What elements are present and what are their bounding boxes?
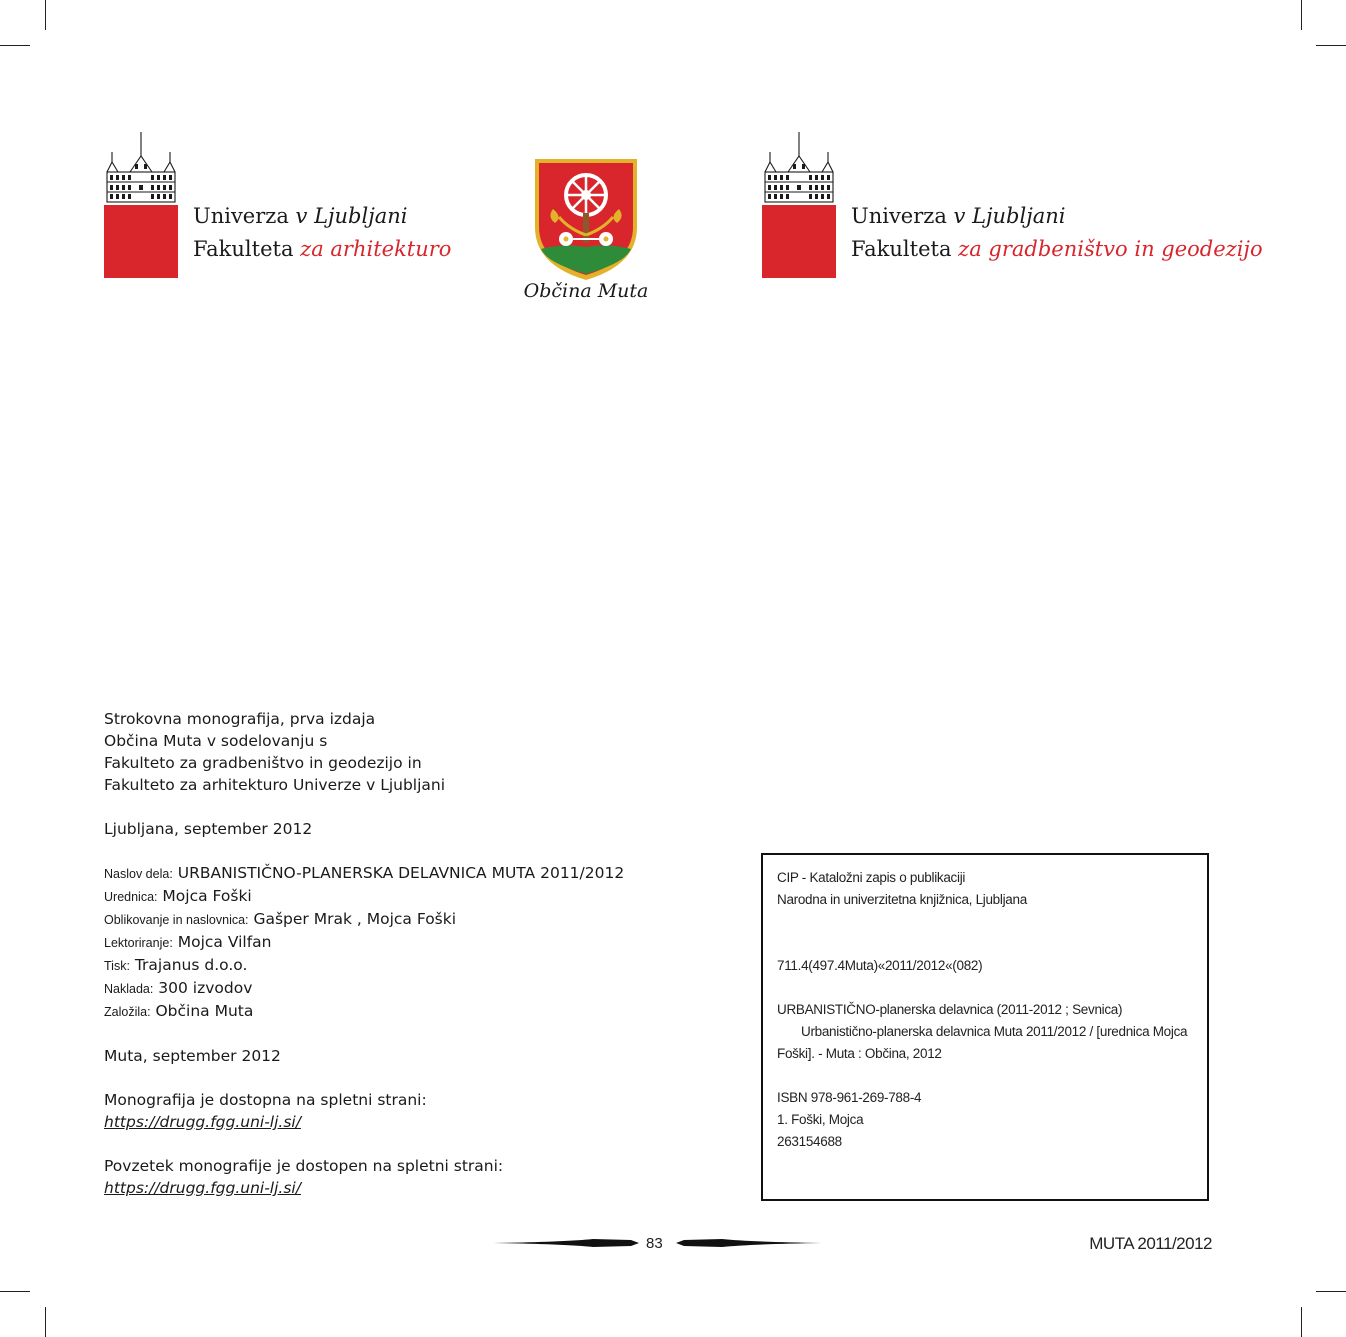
credit-value: Mojca Vilfan	[172, 933, 272, 951]
credit-value: Mojca Foški	[157, 887, 252, 905]
crop-mark	[1316, 45, 1346, 46]
credit-label: Lektoriranje:	[104, 936, 173, 950]
footer-ornament-right	[676, 1236, 822, 1250]
crop-mark	[0, 1291, 30, 1292]
crop-mark	[45, 0, 46, 30]
credit-label: Založila:	[104, 1005, 151, 1019]
credit-value: Občina Muta	[150, 1002, 254, 1020]
cip-line: 1. Foški, Mojca	[777, 1112, 864, 1127]
intro-line: Občina Muta v sodelovanju s	[104, 732, 328, 750]
crop-mark	[1316, 1291, 1346, 1292]
credit-value: URBANISTIČNO-PLANERSKA DELAVNICA MUTA 2011/2012	[172, 864, 625, 882]
crest-caption: Občina Muta	[523, 280, 649, 302]
university-city: v Ljubljani	[953, 204, 1066, 228]
intro-line: Strokovna monografija, prva izdaja	[104, 710, 376, 728]
credit-label: Tisk:	[104, 959, 130, 973]
university-word: Univerza	[193, 204, 296, 228]
cip-line: CIP - Kataložni zapis o publikaciji	[777, 870, 966, 885]
crop-mark	[1301, 0, 1302, 30]
cip-line: ISBN 978-961-269-788-4	[777, 1090, 922, 1105]
university-word: Univerza	[851, 204, 954, 228]
cip-line: Foški]. - Muta : Občina, 2012	[777, 1046, 942, 1061]
availability-text: Monografija je dostopna na spletni strani:	[104, 1091, 427, 1109]
credit-line	[104, 1000, 664, 1023]
credit-line	[104, 862, 664, 885]
credit-value: 300 izvodov	[153, 979, 253, 997]
credit-line	[104, 977, 664, 1000]
crop-mark	[0, 45, 30, 46]
cip-line: URBANISTIČNO-planerska delavnica (2011-2012 ; Sevnica)	[777, 1002, 1123, 1017]
credit-label: Oblikovanje in naslovnica:	[104, 913, 249, 927]
faculty-field: za gradbeništvo in geodezijo	[958, 237, 1263, 261]
cip-line: 263154688	[777, 1134, 842, 1149]
cip-line: Narodna in univerzitetna knjižnica, Ljubljana	[777, 892, 1027, 907]
crop-mark	[45, 1307, 46, 1337]
municipality-crest-icon	[533, 157, 639, 282]
footer-ornament-left	[493, 1236, 639, 1250]
credit-label: Urednica:	[104, 890, 158, 904]
faculty-word: Fakulteta	[193, 237, 301, 261]
summary-link[interactable]: https://drugg.fgg.uni-lj.si/	[104, 1179, 301, 1197]
university-castle-icon	[104, 130, 178, 278]
place-date: Muta, september 2012	[104, 1047, 281, 1065]
running-title: MUTA 2011/2012	[1089, 1234, 1212, 1253]
faculty-field: za arhitekturo	[300, 237, 452, 261]
intro-line: Fakulteto za arhitekturo Univerze v Ljubljani	[104, 776, 446, 794]
university-city: v Ljubljani	[295, 204, 408, 228]
intro-line: Fakulteto za gradbeništvo in geodezijo in	[104, 754, 422, 772]
university-castle-icon	[762, 130, 836, 278]
credit-value: Trajanus d.o.o.	[129, 956, 248, 974]
faculty-name	[851, 200, 1263, 266]
page-number: 83	[646, 1235, 663, 1252]
place-date: Ljubljana, september 2012	[104, 820, 313, 838]
credit-line	[104, 908, 664, 931]
cip-record-box	[761, 853, 1209, 1201]
credit-value: Gašper Mrak , Mojca Foški	[248, 910, 457, 928]
cip-line: 711.4(497.4Muta)«2011/2012«(082)	[777, 958, 983, 973]
credit-line	[104, 931, 664, 954]
credit-label: Naslov dela:	[104, 867, 173, 881]
credit-line	[104, 885, 664, 908]
credit-label: Naklada:	[104, 982, 154, 996]
availability-link[interactable]: https://drugg.fgg.uni-lj.si/	[104, 1113, 301, 1131]
credit-line	[104, 954, 664, 977]
imprint-column	[104, 708, 664, 1199]
summary-text: Povzetek monografije je dostopen na spletni strani:	[104, 1157, 504, 1175]
faculty-word: Fakulteta	[851, 237, 959, 261]
cip-line: Urbanistično-planerska delavnica Muta 2011/2012 / [urednica Mojca	[801, 1024, 1188, 1039]
faculty-name	[193, 200, 451, 266]
crop-mark	[1301, 1307, 1302, 1337]
